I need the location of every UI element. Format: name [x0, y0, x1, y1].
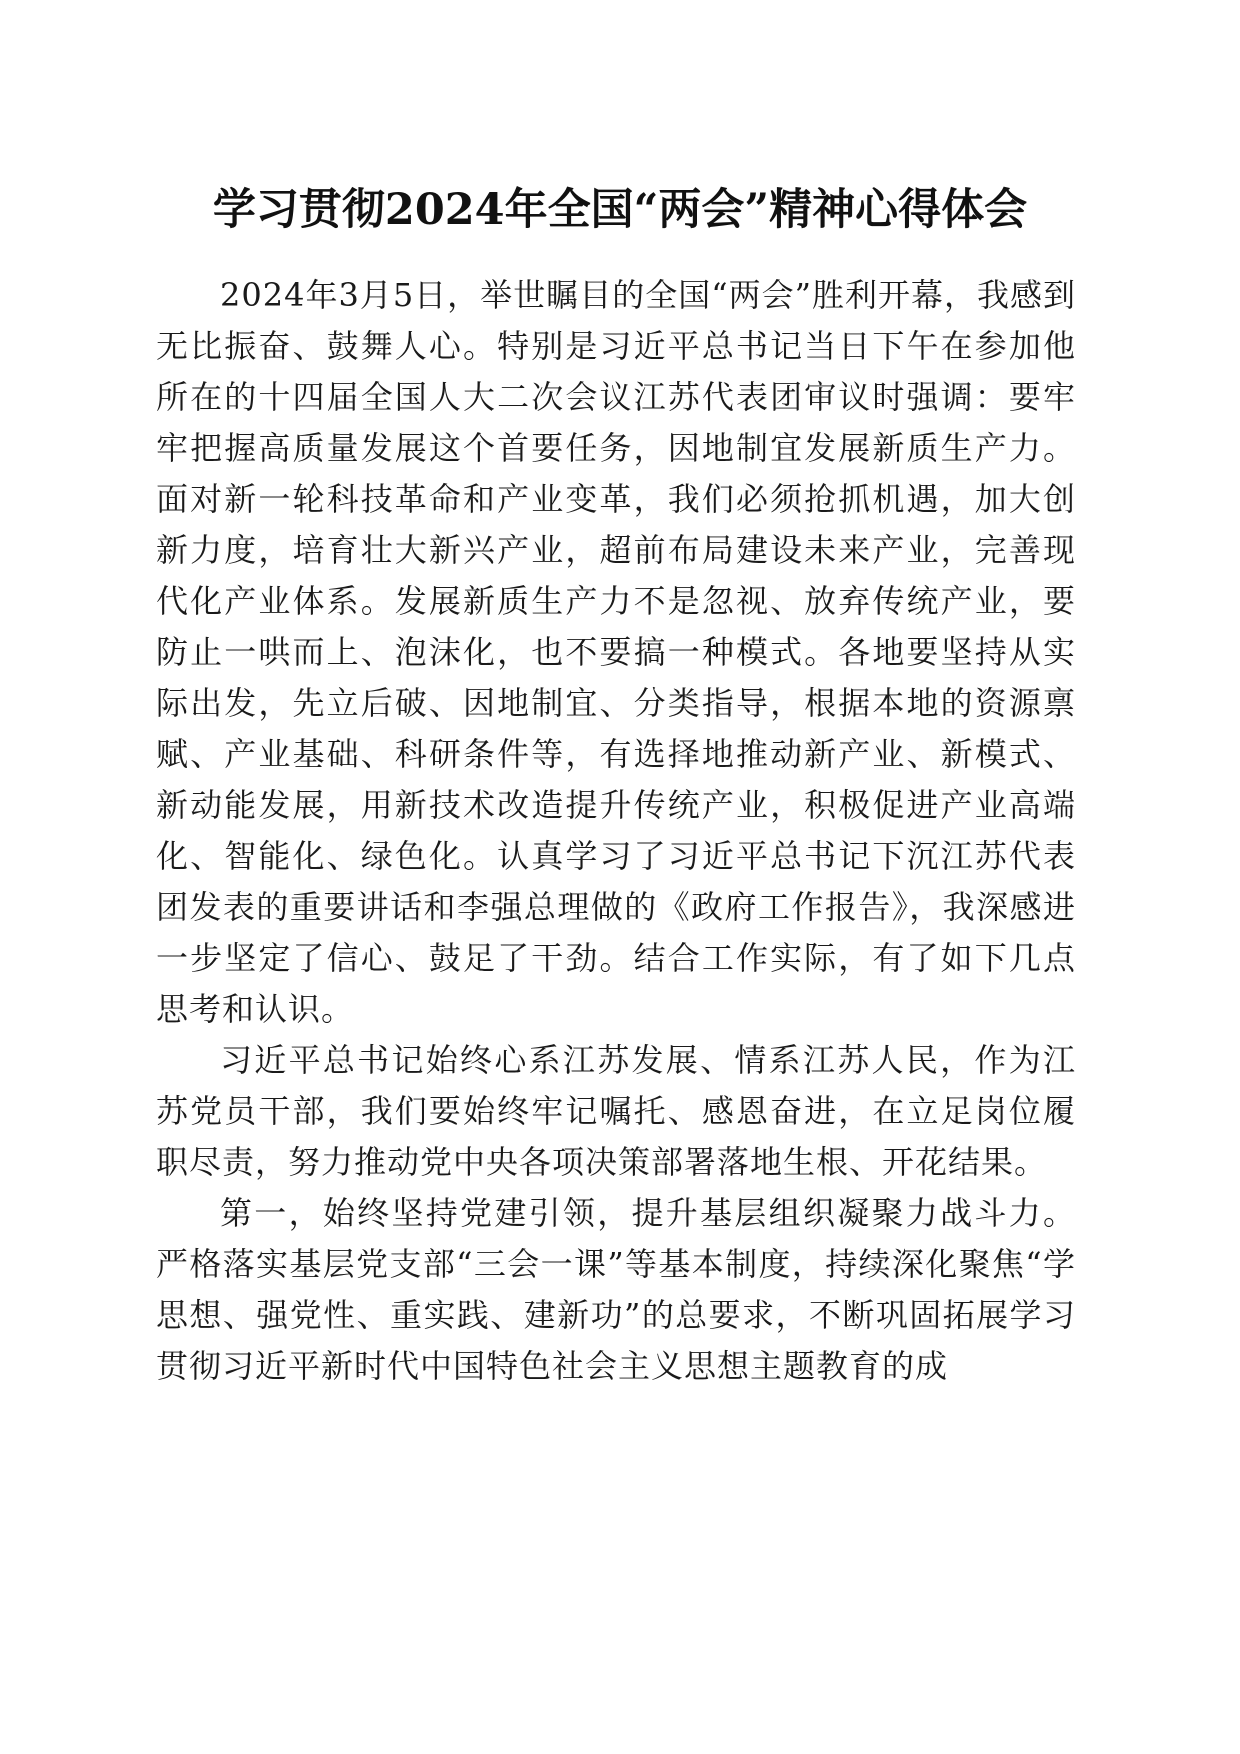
paragraph-intro: 2024年3月5日，举世瞩目的全国“两会”胜利开幕，我感到无比振奋、鼓舞人心。特别是习近平总书记当日下午在参加他所在的十四届全国人大二次会议江苏代表团审议时强调：要牢牢把握高质量发展这个首要任务，因地制宜发展新质生产力。面对新一轮科技革命和产业变革，我们必须抢抓机遇，加大创新力度，培育壮大新兴产业，超前布局建设未来产业，完善现代化产业体系。发展新质生产力不是忽视、放弃传统产业，要防止一哄而上、泡沫化，也不要搞一种模式。各地要坚持从实际出发，先立后破、因地制宜、分类指导，根据本地的资源禀赋、产业基础、科研条件等，有选择地推动新产业、新模式、新动能发展，用新技术改造提升传统产业，积极促进产业高端化、智能化、绿色化。认真学习了习近平总书记下沉江苏代表团发表的重要讲话和李强总理做的《政府工作报告》，我深感进一步坚定了信心、鼓足了干劲。结合工作实际，有了如下几点思考和认识。 [156, 276, 1076, 1028]
paragraph-point-one: 第一，始终坚持党建引领，提升基层组织凝聚力战斗力。严格落实基层党支部“三会一课”等基本制度，持续深化聚焦“学思想、强党性、重实践、建新功”的总要求，不断巩固拓展学习贯彻习近平新时代中国特色社会主义思想主题教育的成 [156, 1194, 1076, 1385]
document-title: 学习贯彻2024年全国“两会”精神心得体会 [212, 185, 1028, 235]
paragraph-commitment: 习近平总书记始终心系江苏发展、情系江苏人民，作为江苏党员干部，我们要始终牢记嘱托、感恩奋进，在立足岗位履职尽责，努力推动党中央各项决策部署落地生根、开花结果。 [156, 1041, 1076, 1181]
document-body [156, 270, 1076, 1392]
